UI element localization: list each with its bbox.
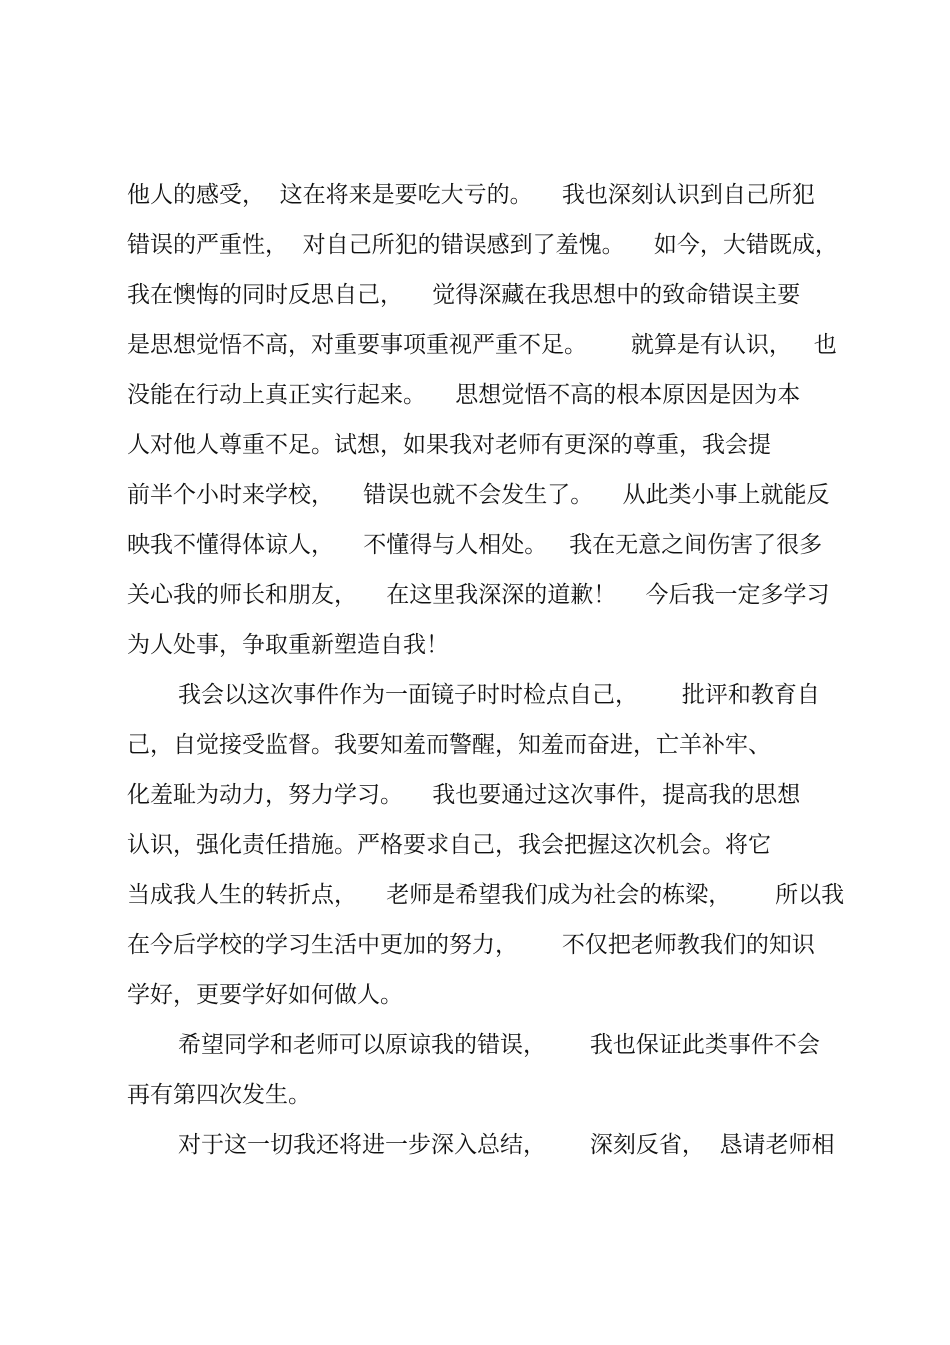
text-line: 关心我的师长和朋友， 在这里我深深的道歉！ 今后我一定多学习 (127, 582, 830, 608)
text-line: 没能在行动上真正实行起来。 思想觉悟不高的根本原因是因为本 (127, 382, 801, 408)
text-line: 己，自觉接受监督。我要知羞而警醒，知羞而奋进，亡羊补牢、 (127, 732, 771, 758)
text-line: 认识，强化责任措施。严格要求自己，我会把握这次机会。将它 (127, 832, 771, 858)
paragraph-start-line: 希望同学和老师可以原谅我的错误， 我也保证此类事件不会 (178, 1032, 820, 1058)
text-line: 错误的严重性， 对自己所犯的错误感到了羞愧。 如今，大错既成， (127, 232, 838, 258)
text-line: 人对他人尊重不足。试想，如果我对老师有更深的尊重，我会提 (127, 432, 771, 458)
text-line: 为人处事，争取重新塑造自我！ (127, 632, 449, 658)
text-line: 化羞耻为动力，努力学习。 我也要通过这次事件，提高我的思想 (127, 782, 801, 808)
text-line: 是思想觉悟不高，对重要事项重视严重不足。 就算是有认识， 也 (127, 332, 837, 358)
text-line: 再有第四次发生。 (127, 1082, 311, 1108)
text-line: 在今后学校的学习生活中更加的努力， 不仅把老师教我们的知识 (127, 932, 815, 958)
text-line: 我在懊悔的同时反思自己， 觉得深藏在我思想中的致命错误主要 (127, 282, 801, 308)
text-line: 前半个小时来学校， 错误也就不会发生了。 从此类小事上就能反 (127, 482, 830, 508)
text-line: 映我不懂得体谅人， 不懂得与人相处。 我在无意之间伤害了很多 (127, 532, 823, 558)
paragraph-start-line: 我会以这次事件作为一面镜子时时检点自己， 批评和教育自 (178, 682, 820, 708)
text-line: 他人的感受， 这在将来是要吃大亏的。 我也深刻认识到自己所犯 (127, 182, 815, 208)
text-line: 当成我人生的转折点， 老师是希望我们成为社会的栋梁， 所以我 (127, 882, 845, 908)
text-line: 学好，更要学好如何做人。 (127, 982, 403, 1008)
paragraph-start-line: 对于这一切我还将进一步深入总结， 深刻反省， 恳请老师相 (178, 1132, 835, 1158)
